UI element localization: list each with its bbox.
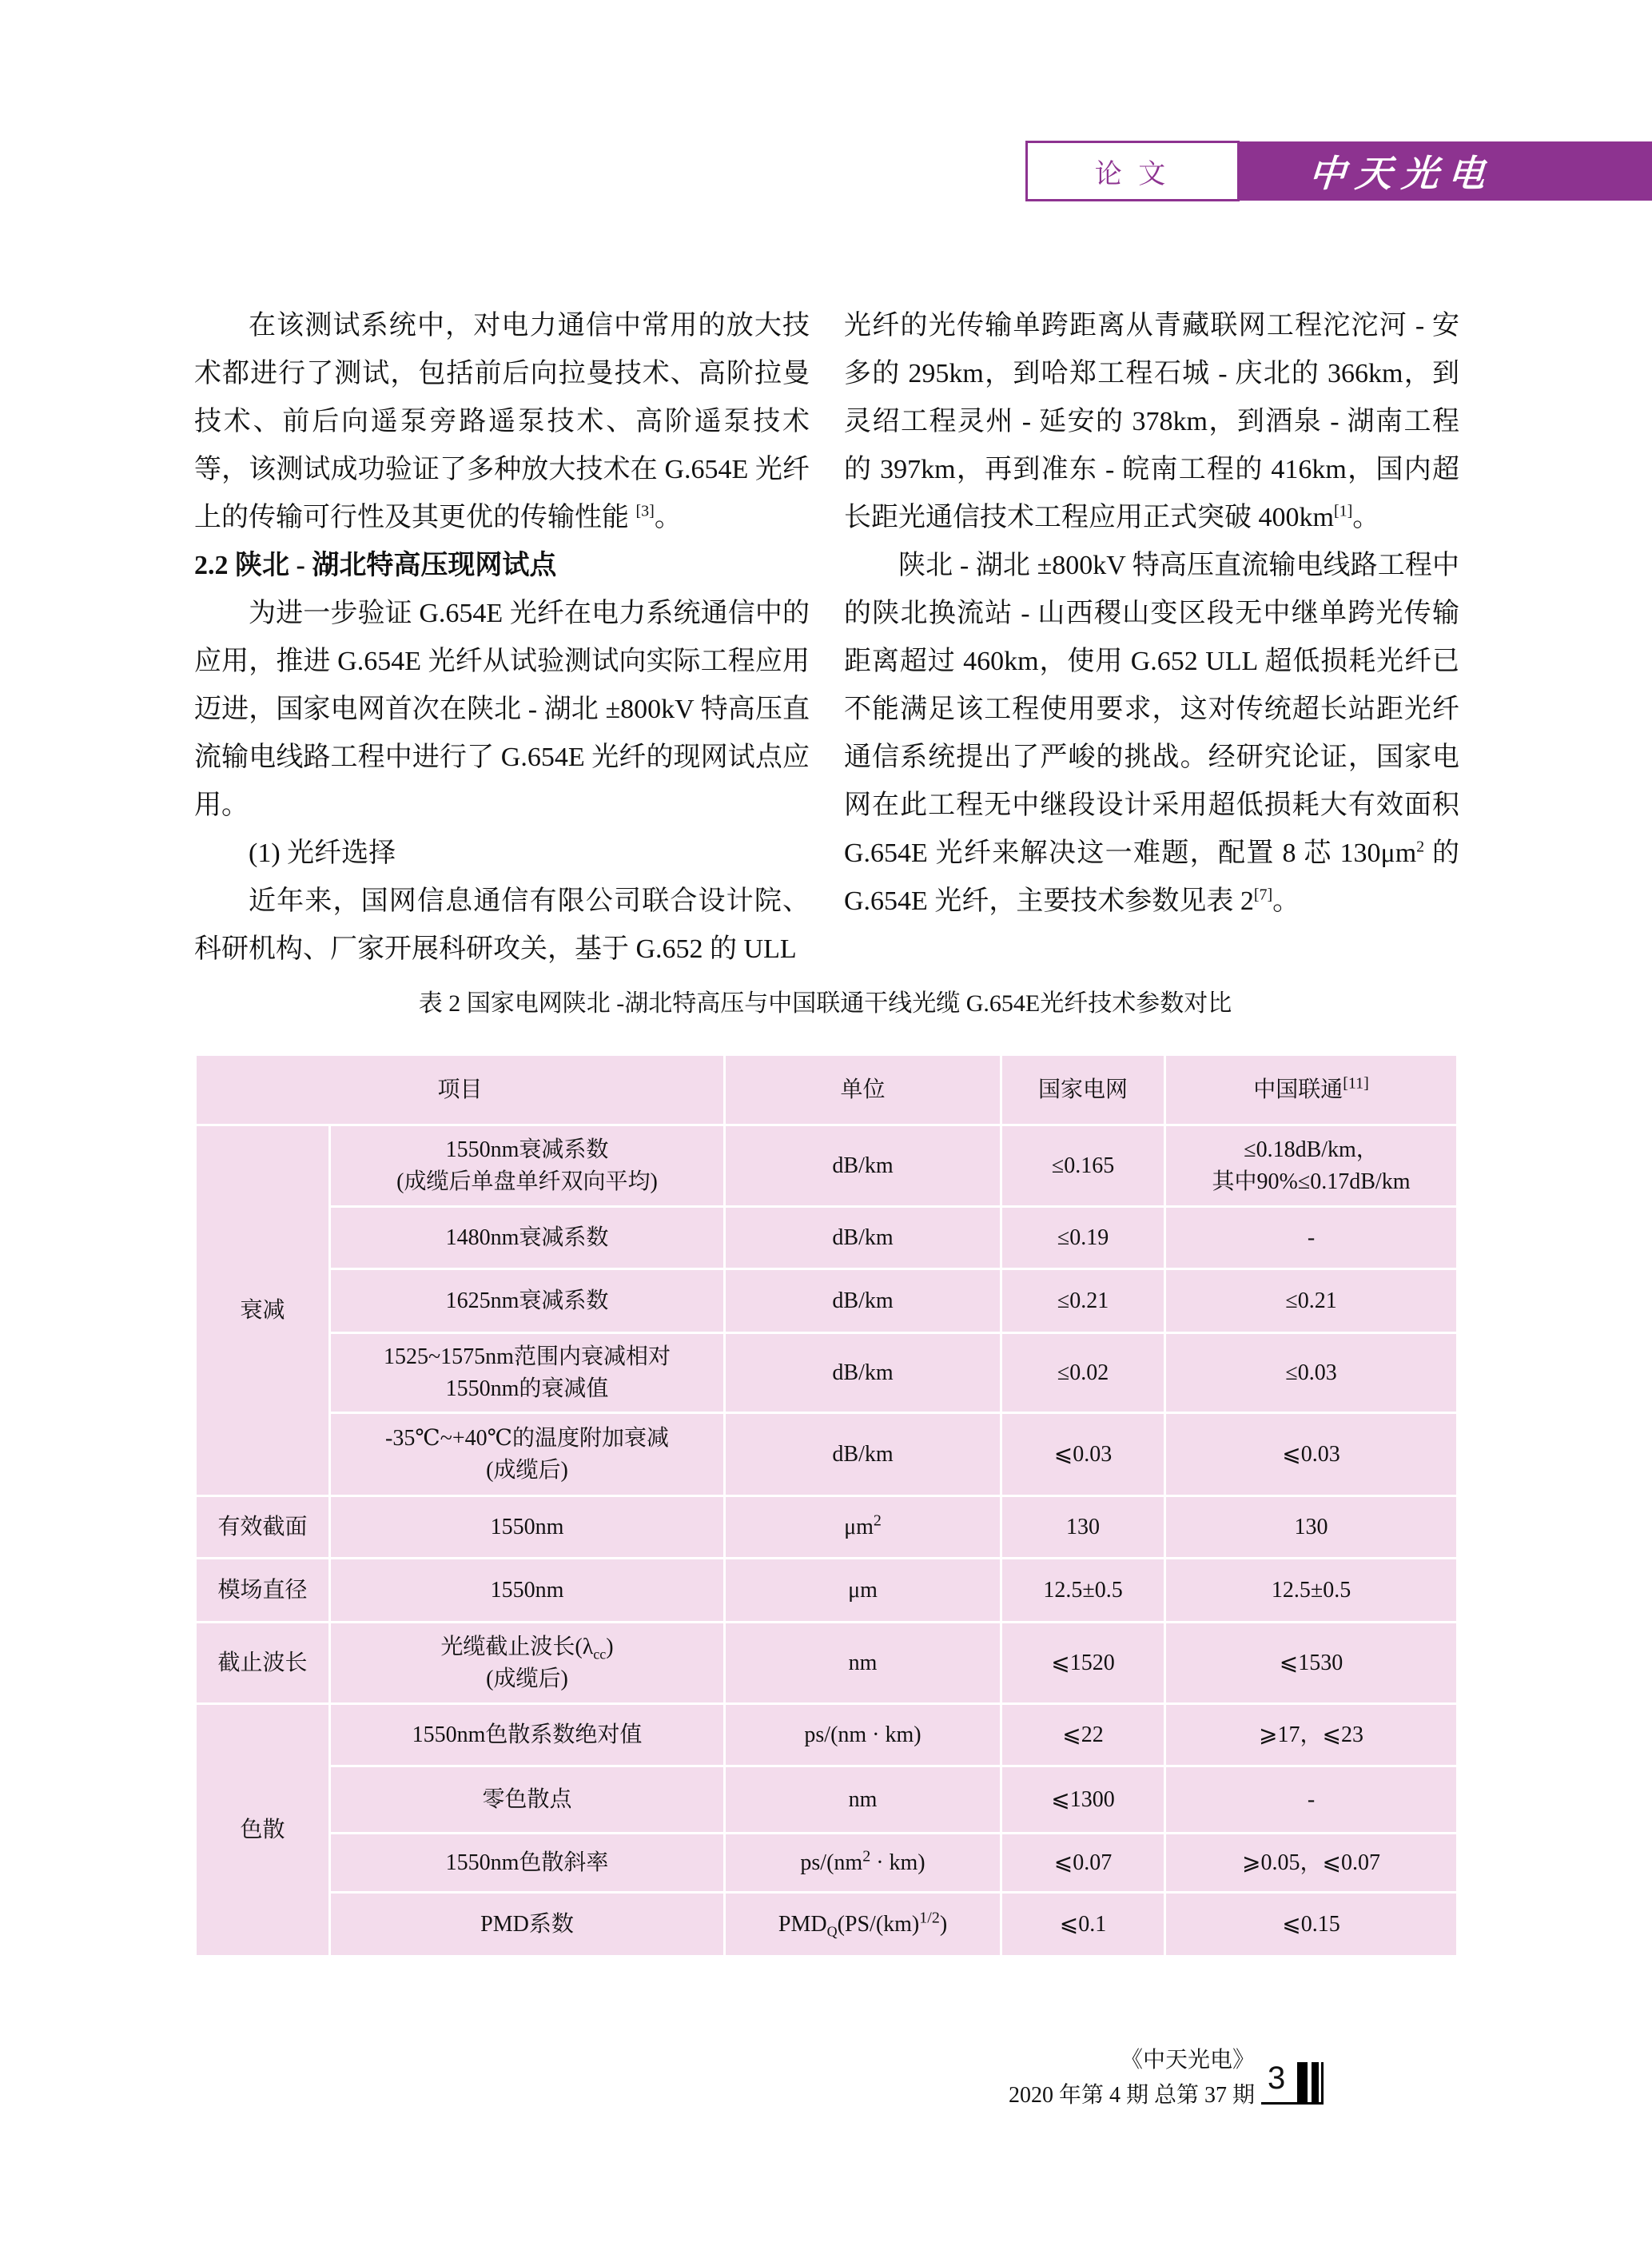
group-cell-dispersion: 色散 [196,1704,330,1957]
item-line: 光缆截止波长$(\lambda_{cc})$ [440,1634,614,1663]
item-cell [330,1413,725,1496]
print-bar [1297,2062,1308,2102]
unit-cell: $ps/(nm^2 \cdot km)$ [725,1834,1001,1893]
sgcc-value-cell: ⩽0.07 [1001,1834,1165,1893]
col-header-sgcc: 国家电网 [1001,1055,1165,1125]
table-row [196,1766,1458,1834]
page-number-rule [1261,2102,1324,2105]
col-header-unicom: 中国联通[11] [1165,1055,1458,1125]
sgcc-value-cell: ≤0.165 [1001,1125,1165,1207]
unicom-value-cell [1165,1125,1458,1207]
unit-cell: ps/(nm · km) [725,1704,1001,1766]
unit-cell: dB/km [725,1333,1001,1413]
col-header-unit: 单位 [725,1055,1001,1125]
group-cell-attenuation: 衰减 [196,1125,330,1496]
sgcc-value-cell: 12.5±0.5 [1001,1559,1165,1623]
fiber-parameter-table [194,1053,1459,1957]
item-cell: 零色散点 [330,1766,725,1834]
page-number: 3 [1268,2061,1286,2096]
unit-cell: dB/km [725,1413,1001,1496]
sgcc-value-cell: ≤0.21 [1001,1269,1165,1333]
group-cell-mode-field-diameter: 模场直径 [196,1559,330,1623]
unicom-value-cell: - [1165,1766,1458,1834]
sgcc-value-cell: ⩽0.03 [1001,1413,1165,1496]
unit-cell: $PMD_Q(PS/(km)^{1/2})$ [725,1893,1001,1957]
item-line: (成缆后) [486,1457,568,1483]
unit-cell: nm [725,1766,1001,1834]
group-cell-cutoff-wavelength: 截止波长 [196,1623,330,1704]
item-line: (成缆后单盘单纤双向平均) [396,1169,658,1194]
header-banner [1237,141,1652,201]
item-cell: PMD系数 [330,1893,725,1957]
unit-cell: dB/km [725,1269,1001,1333]
sgcc-value-cell: 130 [1001,1496,1165,1559]
paragraph-shaanbei-hubei-project: 陕北 - 湖北 ±800kV 特高压直流输电线路工程中的陕北换流站 - 山西稷山变区段无中继单跨光传输距离超过 460km，使用 G.652 ULL 超低损耗光纤已不能满足该工程使用要求，这对传统超长站距光纤通信系统提出了严峻的挑战。经研究论证，国家电网在此工程无中继段设计采用超低损耗大有效面积 G.654E 光纤来解决这一难题，配置 8 芯 $130\mu m^2$ 的 G.654E 光纤，主要技术参数见表 2[7]。 [844,551,1460,916]
table-row [196,1496,1458,1559]
item-cell: 1625nm衰减系数 [330,1269,725,1333]
unicom-value-cell: ⩽0.15 [1165,1893,1458,1957]
sgcc-value-cell: ⩽0.1 [1001,1893,1165,1957]
footer-issue-info: 2020 年第 4 期 总第 37 期 [1008,2083,1255,2108]
paper-type-tag [1025,141,1240,201]
paragraph-span-records: 光纤的光传输单跨距离从青藏联网工程沱沱河 - 安多的 295km，到哈郑工程石城 - 庆北的 366km，到灵绍工程灵州 - 延安的 378km，到酒泉 - 湖南工程的 397km，再到准东 - 皖南工程的 416km，国内超长距光通信技术工程应用正式突破 400km[1]。 [844,311,1459,532]
item-cell: 1550nm色散系数绝对值 [330,1704,725,1766]
sgcc-value-cell: ≤0.19 [1001,1207,1165,1269]
group-cell-effective-area: 有效截面 [196,1496,330,1559]
unicom-value-cell: ≤0.03 [1165,1333,1458,1413]
sgcc-value-cell: ⩽1300 [1001,1766,1165,1834]
item-cell: 1480nm衰减系数 [330,1207,725,1269]
print-mark-bars [1297,2062,1324,2102]
item-cell: 1550nm色散斜率 [330,1834,725,1893]
table-row [196,1834,1458,1893]
item-line: -35℃~+40℃的温度附加衰减 [385,1425,669,1451]
footer [935,2043,1255,2113]
table-row [196,1333,1458,1413]
unicom-value-cell: - [1165,1207,1458,1269]
unicom-value-cell: ⩾0.05，⩽0.07 [1165,1834,1458,1893]
sgcc-value-cell: ⩽22 [1001,1704,1165,1766]
table-row [196,1125,1458,1207]
table-caption: 表 2 国家电网陕北 -湖北特高压与中国联通干线光缆 G.654E光纤技术参数对比 [418,990,1232,1017]
item-cell [330,1623,725,1704]
item-cell [330,1333,725,1413]
print-bar [1321,2062,1324,2102]
item-line: 1525~1575nm范围内衰减相对 [384,1344,671,1369]
col-header-item: 项目 [196,1055,725,1125]
print-bar [1312,2062,1319,2102]
right-column [844,302,1459,926]
item-line: 1550nm的衰减值 [445,1376,609,1401]
section-heading-2-2: 2.2 陕北 - 湖北特高压现网试点 [194,551,557,580]
unit-cell: nm [725,1623,1001,1704]
table-row [196,1413,1458,1496]
table-row [196,1704,1458,1766]
paper-type-label: 论 文 [1094,159,1171,189]
unicom-value-cell: ⩽0.03 [1165,1413,1458,1496]
table-row [196,1623,1458,1704]
sgcc-value-cell: ≤0.02 [1001,1333,1165,1413]
unicom-value-cell: 12.5±0.5 [1165,1559,1458,1623]
item-line: 1550nm衰减系数 [445,1137,609,1162]
unicom-value-cell: ⩾17，⩽23 [1165,1704,1458,1766]
unicom-value-cell: ≤0.21 [1165,1269,1458,1333]
sgcc-value-cell: ⩽1520 [1001,1623,1165,1704]
item-cell [330,1125,725,1207]
left-column [194,302,810,974]
unit-cell: dB/km [725,1125,1001,1207]
unit-cell: μm [725,1559,1001,1623]
journal-brand-logo: 中天光电 [1307,152,1496,195]
unit-cell: dB/km [725,1207,1001,1269]
unicom-line: 其中90%≤0.17dB/km [1212,1169,1411,1194]
table-row [196,1559,1458,1623]
list-label-fiber-selection: (1) 光纤选择 [249,838,396,868]
table-row [196,1893,1458,1957]
unicom-line: ≤0.18dB/km， [1244,1137,1379,1162]
item-line: (成缆后) [486,1666,568,1691]
table-row [196,1207,1458,1269]
paragraph-amplification-test: 在该测试系统中，对电力通信中常用的放大技术都进行了测试，包括前后向拉曼技术、高阶拉曼技术、前后向遥泵旁路遥泵技术、高阶遥泵技术等，该测试成功验证了多种放大技术在 G.654E 光纤上的传输可行性及其更优的传输性能 [3]。 [194,311,810,532]
unicom-value-cell: 130 [1165,1496,1458,1559]
paragraph-research: 近年来，国网信息通信有限公司联合设计院、科研机构、厂家开展科研攻关，基于 G.652 的 ULL [194,886,810,964]
footer-journal-name: 《中天光电》 [1120,2048,1255,2073]
item-cell: 1550nm [330,1496,725,1559]
table-header-row [196,1055,1458,1125]
paragraph-pilot-application: 为进一步验证 G.654E 光纤在电力系统通信中的应用，推进 G.654E 光纤从试验测试向实际工程应用迈进，国家电网首次在陕北 - 湖北 ±800kV 特高压直流输电线路工程中进行了 G.654E 光纤的现网试点应用。 [194,599,810,820]
table-row [196,1269,1458,1333]
unicom-value-cell: ⩽1530 [1165,1623,1458,1704]
unit-cell: $\mu m^2$ [725,1496,1001,1559]
item-cell: 1550nm [330,1559,725,1623]
